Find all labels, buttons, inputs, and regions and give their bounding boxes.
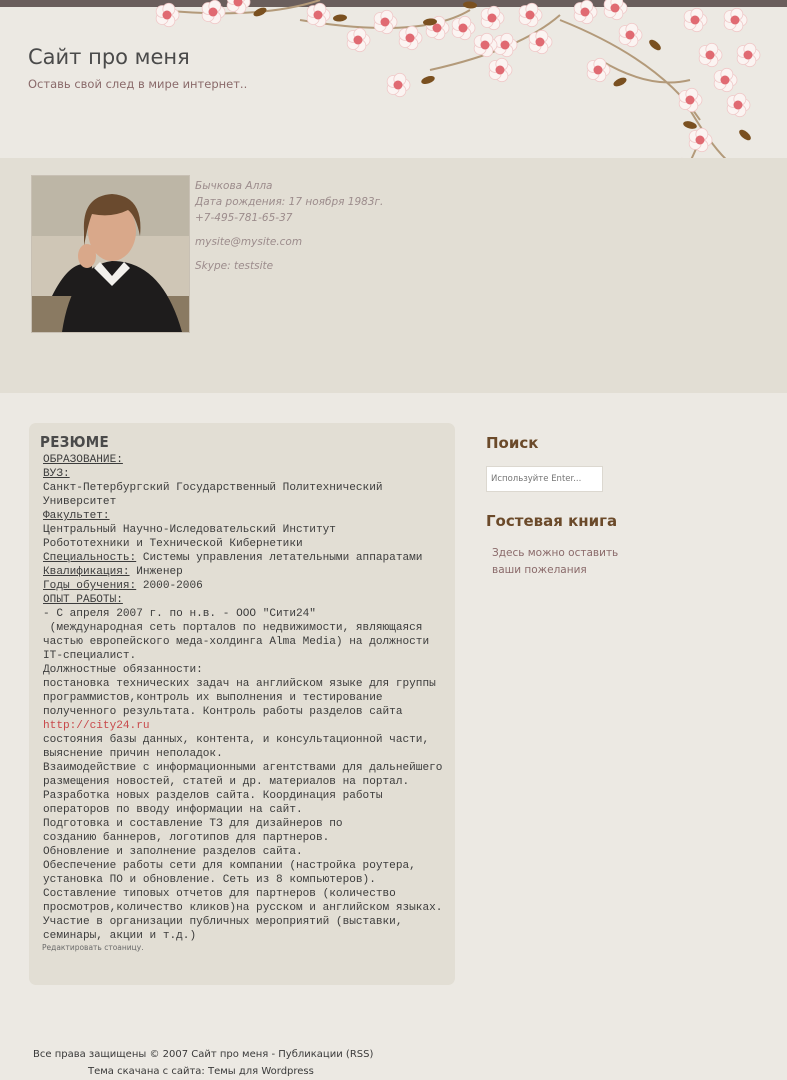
resume-line: IT-специалист. xyxy=(43,650,137,662)
resume-line: созданию баннеров, логотипов для партнеров. xyxy=(43,832,330,844)
resume-line: Обновление и заполнение разделов сайта. xyxy=(43,846,303,858)
resume-line-label: Квалификация: xyxy=(43,566,130,578)
resume-line: ОПЫТ РАБОТЫ: xyxy=(43,594,123,606)
guestbook-heading: Гостевая книга xyxy=(486,512,618,530)
resume-line: Должностные обязанности: xyxy=(43,664,203,676)
resume-line: Подготовка и составление ТЗ для дизайнеров по xyxy=(43,818,343,830)
resume-line-value: Инженер xyxy=(129,566,183,578)
resume-line: Взаимодействие с информационными агентствами для дальнейшего xyxy=(43,762,443,774)
resume-line: ВУЗ: xyxy=(43,468,70,480)
edit-page-link[interactable]: Редактировать стоаницу. xyxy=(42,943,144,952)
profile-skype: Skype: testsite xyxy=(195,260,274,272)
profile-name: Бычкова Алла xyxy=(195,180,273,192)
resume-line: состояния базы данных, контента, и консультационной части, xyxy=(43,734,430,746)
resume-line: ОБРАЗОВАНИЕ: xyxy=(43,454,123,466)
city24-link[interactable]: http://city24.ru xyxy=(43,720,150,732)
resume-line: (международная сеть порталов по недвижимости, являющаяся xyxy=(43,622,423,634)
resume-line: семинары, акции и т.д.) xyxy=(43,930,197,942)
profile-info xyxy=(195,178,383,274)
resume-line: постановка технических задач на английском языке для группы xyxy=(43,678,436,690)
resume-body xyxy=(43,453,448,943)
resume-line: размещения новостей, статей и др. материалов на портал. xyxy=(43,776,410,788)
resume-line xyxy=(43,551,448,565)
resume-line: Разработка новых разделов сайта. Координация работы xyxy=(43,790,383,802)
top-bar xyxy=(0,0,787,7)
resume-line: Университет xyxy=(43,496,117,508)
resume-line: установка ПО и обновление. Сеть из 8 компьютеров). xyxy=(43,874,376,886)
resume-line: Факультет: xyxy=(43,510,110,522)
profile-birthdate: Дата рождения: 17 ноября 1983г. xyxy=(195,196,384,208)
resume-line: просмотров,количество кликов)на русском и английском языках. xyxy=(43,902,443,914)
resume-line: Санкт-Петербургский Государственный Политехнический xyxy=(43,482,383,494)
resume-line: Составление типовых отчетов для партнеров (количество xyxy=(43,888,396,900)
footer-theme-credit[interactable]: Тема скачана с сайта: Темы для Wordpress xyxy=(88,1066,314,1077)
resume-line-label: Годы обучения: xyxy=(43,580,137,592)
resume-line: выяснение причин неполадок. xyxy=(43,748,223,760)
resume-line xyxy=(43,565,448,579)
resume-line-value: Системы управления летательными аппаратами xyxy=(136,552,423,564)
search-heading: Поиск xyxy=(486,434,539,452)
footer-copyright: Все права защищены © 2007 Сайт про меня - Публикации (RSS) xyxy=(33,1049,374,1060)
resume-line: Робототехники и Технической Кибернетики xyxy=(43,538,303,550)
resume-line-value: 2000-2006 xyxy=(136,580,203,592)
resume-line: Участие в организации публичных мероприятий (выставки, xyxy=(43,916,403,928)
resume-line: программистов,контроль их выполнения и тестирование xyxy=(43,692,383,704)
resume-line: частью европейского меда-холдинга Alma Media) на должности xyxy=(43,636,430,648)
site-tagline: Оставь свой след в мире интернет.. xyxy=(28,77,248,91)
profile-phone: +7-495-781-65-37 xyxy=(195,212,293,224)
resume-line: полученного результата. Контроль работы разделов сайта xyxy=(43,706,403,718)
site-title[interactable]: Сайт про меня xyxy=(28,45,190,69)
search-input[interactable] xyxy=(486,466,603,492)
guestbook-link[interactable]: Здесь можно оставить ваши пожелания xyxy=(492,547,619,576)
resume-line-label: Специальность: xyxy=(43,552,137,564)
resume-line: Обеспечение работы сети для компании (настройка роутера, xyxy=(43,860,416,872)
resume-title: РЕЗЮМЕ xyxy=(40,433,109,451)
resume-line xyxy=(43,579,448,593)
resume-line: Центральный Научно-Иследовательский Институт xyxy=(43,524,336,536)
profile-email[interactable]: mysite@mysite.com xyxy=(195,236,303,248)
profile-photo xyxy=(31,175,190,333)
resume-line: - С апреля 2007 г. по н.в. - ООО "Сити24" xyxy=(43,608,316,620)
resume-line: операторов по вводу информации на сайт. xyxy=(43,804,303,816)
